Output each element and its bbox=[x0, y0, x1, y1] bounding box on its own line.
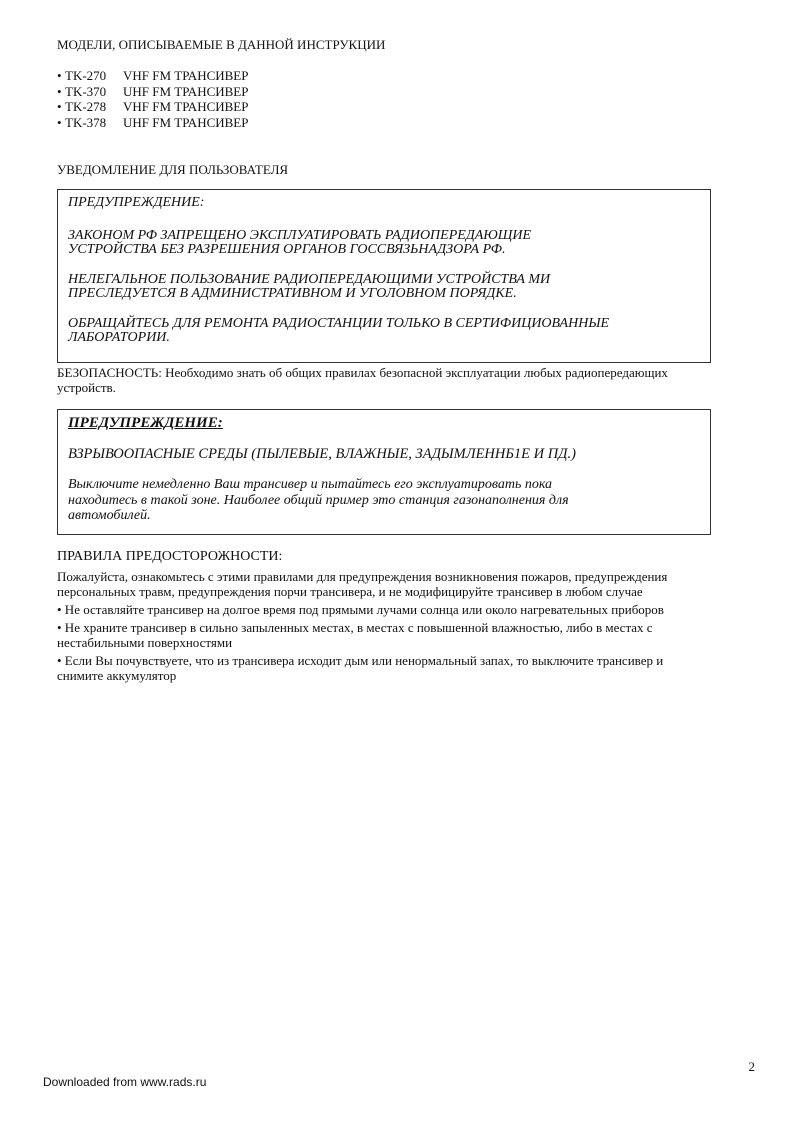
warning-paragraph bbox=[68, 273, 700, 301]
warning-line: ЗАКОНОМ РФ ЗАПРЕЩЕНО ЭКСПЛУАТИРОВАТЬ РАДИОПЕРЕДАЮЩИЕ bbox=[68, 228, 531, 243]
warning-line: автомобилей. bbox=[68, 508, 151, 523]
warning-line: ПРЕСЛЕДУЕТСЯ В АДМИНИСТРАТИВНОМ И УГОЛОВНОМ ПОРЯДКЕ. bbox=[68, 286, 517, 301]
bullet: • bbox=[57, 99, 62, 114]
model-desc: UHF FM ТРАНСИВЕР bbox=[123, 83, 249, 99]
warning-paragraph bbox=[68, 477, 700, 524]
model-code: TK-278 bbox=[65, 99, 107, 114]
model-code: TK-370 bbox=[65, 83, 107, 99]
warning-box-legal bbox=[57, 189, 711, 363]
bullet: • bbox=[57, 114, 62, 130]
rules-line: нестабильными поверхностями bbox=[57, 635, 233, 650]
rules-line: Пожалуйста, ознакомьтесь с этими правилами для предупреждения возникновения пожаров, предупреждения bbox=[57, 569, 668, 584]
warning-line: ОБРАЩАЙТЕСЬ ДЛЯ РЕМОНТА РАДИОСТАНЦИИ ТОЛЬКО В СЕРТИФИЦИОВАННЫЕ bbox=[68, 316, 610, 331]
warning-line: НЕЛЕГАЛЬНОЕ ПОЛЬЗОВАНИЕ РАДИОПЕРЕДАЮЩИМИ УСТРОЙСТВА МИ bbox=[68, 272, 551, 287]
hazard-text: ВЗРЫВООПАСНЫЕ СРЕДЫ (ПЫЛЕВЫЕ, ВЛАЖНЫЕ, ЗАДЫМЛЕННБ1Е И ПД.) bbox=[68, 446, 576, 462]
model-code: TK-270 bbox=[65, 68, 107, 83]
model-desc: UHF FM ТРАНСИВЕР bbox=[123, 114, 249, 130]
rules-body bbox=[57, 569, 757, 686]
warning-paragraph bbox=[68, 229, 700, 257]
warning-paragraph bbox=[68, 317, 700, 345]
list-item bbox=[57, 115, 248, 131]
list-item bbox=[57, 620, 757, 650]
warning-line: находитесь в такой зоне. Наиболее общий пример это станция газонаполнения для bbox=[68, 492, 569, 508]
list-item bbox=[57, 84, 248, 100]
rules-line: • Если Вы почувствуете, что из трансивера исходит дым или ненормальный запах, то выключите трансивер и bbox=[57, 653, 664, 668]
warning-title: ПРЕДУПРЕЖДЕНИЕ: bbox=[68, 195, 205, 210]
safety-paragraph bbox=[57, 365, 757, 395]
model-code: TK-378 bbox=[65, 114, 107, 130]
warning-line: УСТРОЙСТВА БЕЗ РАЗРЕШЕНИЯ ОРГАНОВ ГОССВЯЗЬНАДЗОРА РФ. bbox=[68, 242, 506, 257]
warning-box-explosive bbox=[57, 409, 711, 535]
page-number: 2 bbox=[748, 1059, 755, 1074]
safety-line: БЕЗОПАСНОСТЬ: Необходимо знать об общих правилах безопасной эксплуатации любых радиопередающих bbox=[57, 365, 668, 380]
list-item bbox=[57, 99, 248, 115]
models-heading: МОДЕЛИ, ОПИСЫВАЕМЫЕ В ДАННОЙ ИНСТРУКЦИИ bbox=[57, 37, 386, 52]
rules-line: • Не оставляйте трансивер на долгое время под прямыми лучами солнца или около нагревательных приборов bbox=[57, 602, 664, 617]
rules-line: снимите аккумулятор bbox=[57, 668, 177, 683]
warning-line: Выключите немедленно Ваш трансивер и пытайтесь его эксплуатировать пока bbox=[68, 477, 553, 492]
warning-title: ПРЕДУПРЕЖДЕНИЕ: bbox=[68, 415, 223, 431]
model-desc: VHF FM ТРАНСИВЕР bbox=[123, 68, 249, 83]
notice-heading: УВЕДОМЛЕНИЕ ДЛЯ ПОЛЬЗОВАТЕЛЯ bbox=[57, 162, 289, 177]
safety-line: устройств. bbox=[57, 380, 116, 395]
rules-line: • Не храните трансивер в сильно запыленных местах, в местах с повышенной влажностью, либо в местах с bbox=[57, 620, 653, 635]
rules-line: персональных травм, предупреждения порчи трансивера, и не модифицируйте трансивер в любом случае bbox=[57, 584, 643, 599]
rules-heading: ПРАВИЛА ПРЕДОСТОРОЖНОСТИ: bbox=[57, 549, 283, 564]
rules-intro bbox=[57, 569, 757, 599]
warning-line: ЛАБОРАТОРИИ. bbox=[68, 330, 170, 345]
bullet: • bbox=[57, 83, 62, 99]
model-desc: VHF FM ТРАНСИВЕР bbox=[123, 99, 249, 114]
list-item bbox=[57, 602, 757, 617]
list-item bbox=[57, 68, 248, 84]
list-item bbox=[57, 653, 757, 683]
bullet: • bbox=[57, 68, 62, 83]
models-list bbox=[57, 68, 248, 130]
download-footer: Downloaded from www.rads.ru bbox=[43, 1075, 207, 1089]
